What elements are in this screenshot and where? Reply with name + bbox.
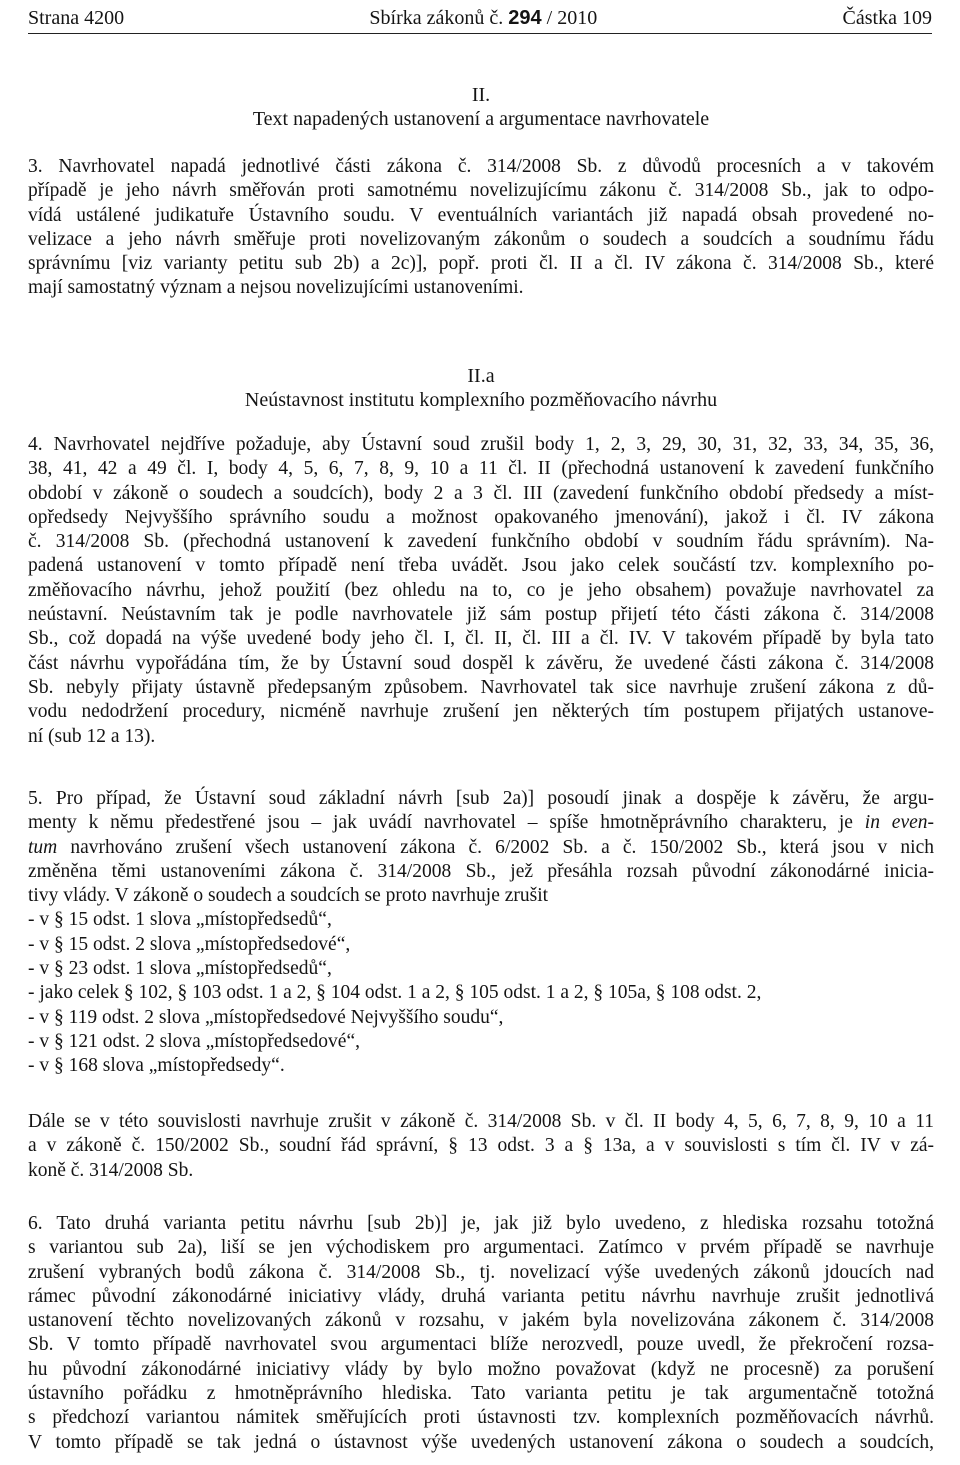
paragraph-line: a v zákoně č. 150/2002 Sb., soudní řád správní, § 13 odst. 3 a § 13a, a v souvislosti s tím čl. IV v zá-	[28, 1135, 934, 1157]
page-header	[28, 4, 932, 32]
paragraph-line: 4. Navrhovatel nejdříve požaduje, aby Ústavní soud zrušil body 1, 2, 3, 29, 30, 31, 32, 33, 34, 35, 36,	[28, 434, 934, 455]
paragraph-line: Dále se v této souvislosti navrhuje zrušit v zákoně č. 314/2008 Sb. v čl. II body 4, 5, 6, 7, 8, 9, 10 a 11	[28, 1111, 934, 1132]
list-item: - v § 15 odst. 2 slova „místopředsedové“,	[28, 933, 351, 955]
paragraph-line: V tomto případě se tak jedná o ústavnost výše uvedených ustanovení zákona o soudech a soudcích,	[28, 1431, 934, 1453]
list-item: - v § 119 odst. 2 slova „místopředsedové Nejvyššího soudu“,	[28, 1006, 504, 1028]
header-rule	[28, 33, 932, 34]
collection-suffix: / 2010	[546, 6, 598, 29]
section-ii-heading	[28, 83, 934, 131]
paragraph-4	[28, 433, 934, 749]
paragraph-line: velizace a jeho návrh směřuje proti novelizovaným zákonům o soudech a soudcích a soudnímu řádu	[28, 228, 934, 250]
paragraph-line: koně č. 314/2008 Sb.	[28, 1159, 194, 1181]
paragraph-line: změňovacího návrhu, jehož použití (bez ohledu na to, co je jeho obsahem) považuje navrhovatel za	[28, 579, 934, 601]
paragraph-5	[28, 787, 934, 1079]
paragraph-line: období v zákoně o soudech a soudcích), body 2 a 3 čl. III (zavedení funkčního období předsedy a míst-	[28, 482, 934, 504]
paragraph-line: tivy vlády. V zákoně o soudech a soudcích se proto navrhuje zrušit	[28, 885, 549, 907]
paragraph-line: 3. Navrhovatel napadá jednotlivé části zákona č. 314/2008 Sb. z důvodů procesních a v takovém	[28, 156, 934, 177]
section-title: Text napadených ustanovení a argumentace navrhovatele	[252, 108, 710, 130]
paragraph-line: ustanovení těchto novelizovaných zákonů v rozsahu, v jakém byla novelizována zákonem č. 314/2008	[28, 1310, 934, 1332]
paragraph-further	[28, 1110, 934, 1183]
paragraph-line: 38, 41, 42 a 49 čl. I, body 4, 5, 6, 7, 8, 9, 10 a 11 čl. II (přechodná ustanovení k zavedení funkčního	[28, 458, 934, 480]
section-numeral: II.	[471, 84, 491, 106]
list-item: - v § 121 odst. 2 slova „místopředsedové“,	[28, 1030, 360, 1052]
collection-number: 294	[508, 6, 542, 29]
paragraph-line: Sb., což dopadá na výše uvedené body jeho čl. I, čl. II, čl. III a čl. IV. V takovém případě by byla tato	[28, 628, 934, 650]
paragraph-line: 5. Pro případ, že Ústavní soud základní návrh [sub 2a)] posoudí jinak a dospěje k závěru, že argu-	[28, 788, 934, 809]
paragraph-line: Sb. V tomto případě navrhovatel svou argumentaci blíže nerozvedl, pouze uvedl, že překročení rozsa-	[28, 1334, 934, 1356]
repeal-list	[28, 908, 934, 1078]
section-iia-heading	[28, 364, 934, 412]
section-numeral: II.a	[467, 365, 495, 387]
paragraph-line: správnímu [viz varianty petitu sub 2b) a 2c)], popř. proti čl. II a čl. IV zákona č. 314/2008 Sb., které	[28, 253, 934, 275]
paragraph-line: č. 314/2008 Sb. (přechodná ustanovení k zavedení funkčního období v soudním řádu správním). Na-	[28, 531, 934, 553]
collection-label	[369, 7, 597, 30]
paragraph-line: změněna těmi ustanoveními zákona č. 314/2008 Sb., jež přesáhla rozsah původní zákonodárné inicia-	[28, 860, 934, 882]
paragraph-line: Sb. nebyly přijaty ústavně předepsaným způsobem. Navrhovatel tak sice navrhuje zrušení zákona z dů-	[28, 676, 934, 698]
paragraph-line: vídá ustálené judikatuře Ústavního soudu. V eventuálních variantách již napadá obsah provedené no-	[28, 204, 934, 226]
paragraph-line: rámec původní zákonodárné iniciativy vlády, druhá varianta petitu návrhu navrhuje zrušit jednotlivá	[28, 1285, 934, 1307]
list-item: - v § 15 odst. 1 slova „místopředsedů“,	[28, 909, 332, 931]
paragraph-line: mají samostatný význam a nejsou novelizujícími ustanoveními.	[28, 277, 524, 299]
paragraph-line: opředsedy Nejvyššího správního soudu a možnost opakovaného jmenování), jakož i čl. IV zákona	[28, 506, 934, 528]
paragraph-line: případě je jeho návrh směřován proti samotnému novelizujícímu zákonu č. 314/2008 Sb., jak to odpo-	[28, 180, 934, 202]
list-item: - v § 23 odst. 1 slova „místopředsedů“,	[28, 958, 332, 980]
paragraph-line: zrušení vybraných bodů zákona č. 314/2008 Sb., tj. novelizací výše uvedených zákonů jdoucích nad	[28, 1261, 934, 1283]
paragraph-line: ústavního pořádku z hmotněprávního hlediska. Tato varianta petitu je tak argumentačně totožná	[28, 1383, 934, 1405]
paragraph-line: padená ustanovení v tomto případě není třeba uvádět. Jsou jako celek součástí tzv. komplexního po-	[28, 555, 934, 577]
paragraph-line: s předchozí variantou námitek směřujících proti ústavnosti tzv. komplexních pozměňovacích návrhů.	[28, 1407, 934, 1429]
paragraph-line: ní (sub 12 a 13).	[28, 725, 156, 747]
list-item: - jako celek § 102, § 103 odst. 1 a 2, § 104 odst. 1 a 2, § 105 odst. 1 a 2, § 105a, § 108 odst. 2,	[28, 982, 762, 1004]
paragraph-3	[28, 155, 934, 301]
paragraph-6	[28, 1212, 934, 1455]
part-number: Částka 109	[842, 6, 932, 29]
paragraph-line: s variantou sub 2a), liší se jen východiskem pro argumentaci. Zatímco v prvém případě se navrhuje	[28, 1237, 934, 1259]
paragraph-line: menty k němu předestřené jsou – jak uvádí navrhovatel – spíše hmotněprávního charakteru, je in even-	[28, 812, 935, 834]
collection-prefix: Sbírka zákonů č.	[369, 6, 504, 29]
paragraph-line: tum navrhováno zrušení všech ustanovení zákona č. 6/2002 Sb. a č. 150/2002 Sb., která jsou v nich	[28, 836, 934, 858]
paragraph-line: část návrhu vypořádána tím, že by Ústavní soud dospěl k závěru, že uvedené části zákona č. 314/2008	[28, 652, 934, 674]
paragraph-line: 6. Tato druhá varianta petitu návrhu [sub 2b)] je, jak již bylo uvedeno, z hlediska rozsahu totožná	[28, 1213, 934, 1234]
list-item: - v § 168 slova „místopředsedy“.	[28, 1055, 285, 1077]
paragraph-line: hu původní zákonodárné iniciativy vlády by bylo možno považovat (když ne procesně) za porušení	[28, 1358, 934, 1380]
paragraph-line: vodu nedodržení procedury, nicméně navrhuje zrušení jen některých tím postupem přijatých ustanove-	[28, 701, 934, 723]
section-title: Neústavnost institutu komplexního pozměňovacího návrhu	[244, 389, 718, 411]
paragraph-line: neústavní. Neústavním tak je podle navrhovatele již sám postup přijetí této části zákona č. 314/2008	[28, 604, 934, 626]
page-number: Strana 4200	[28, 6, 125, 29]
